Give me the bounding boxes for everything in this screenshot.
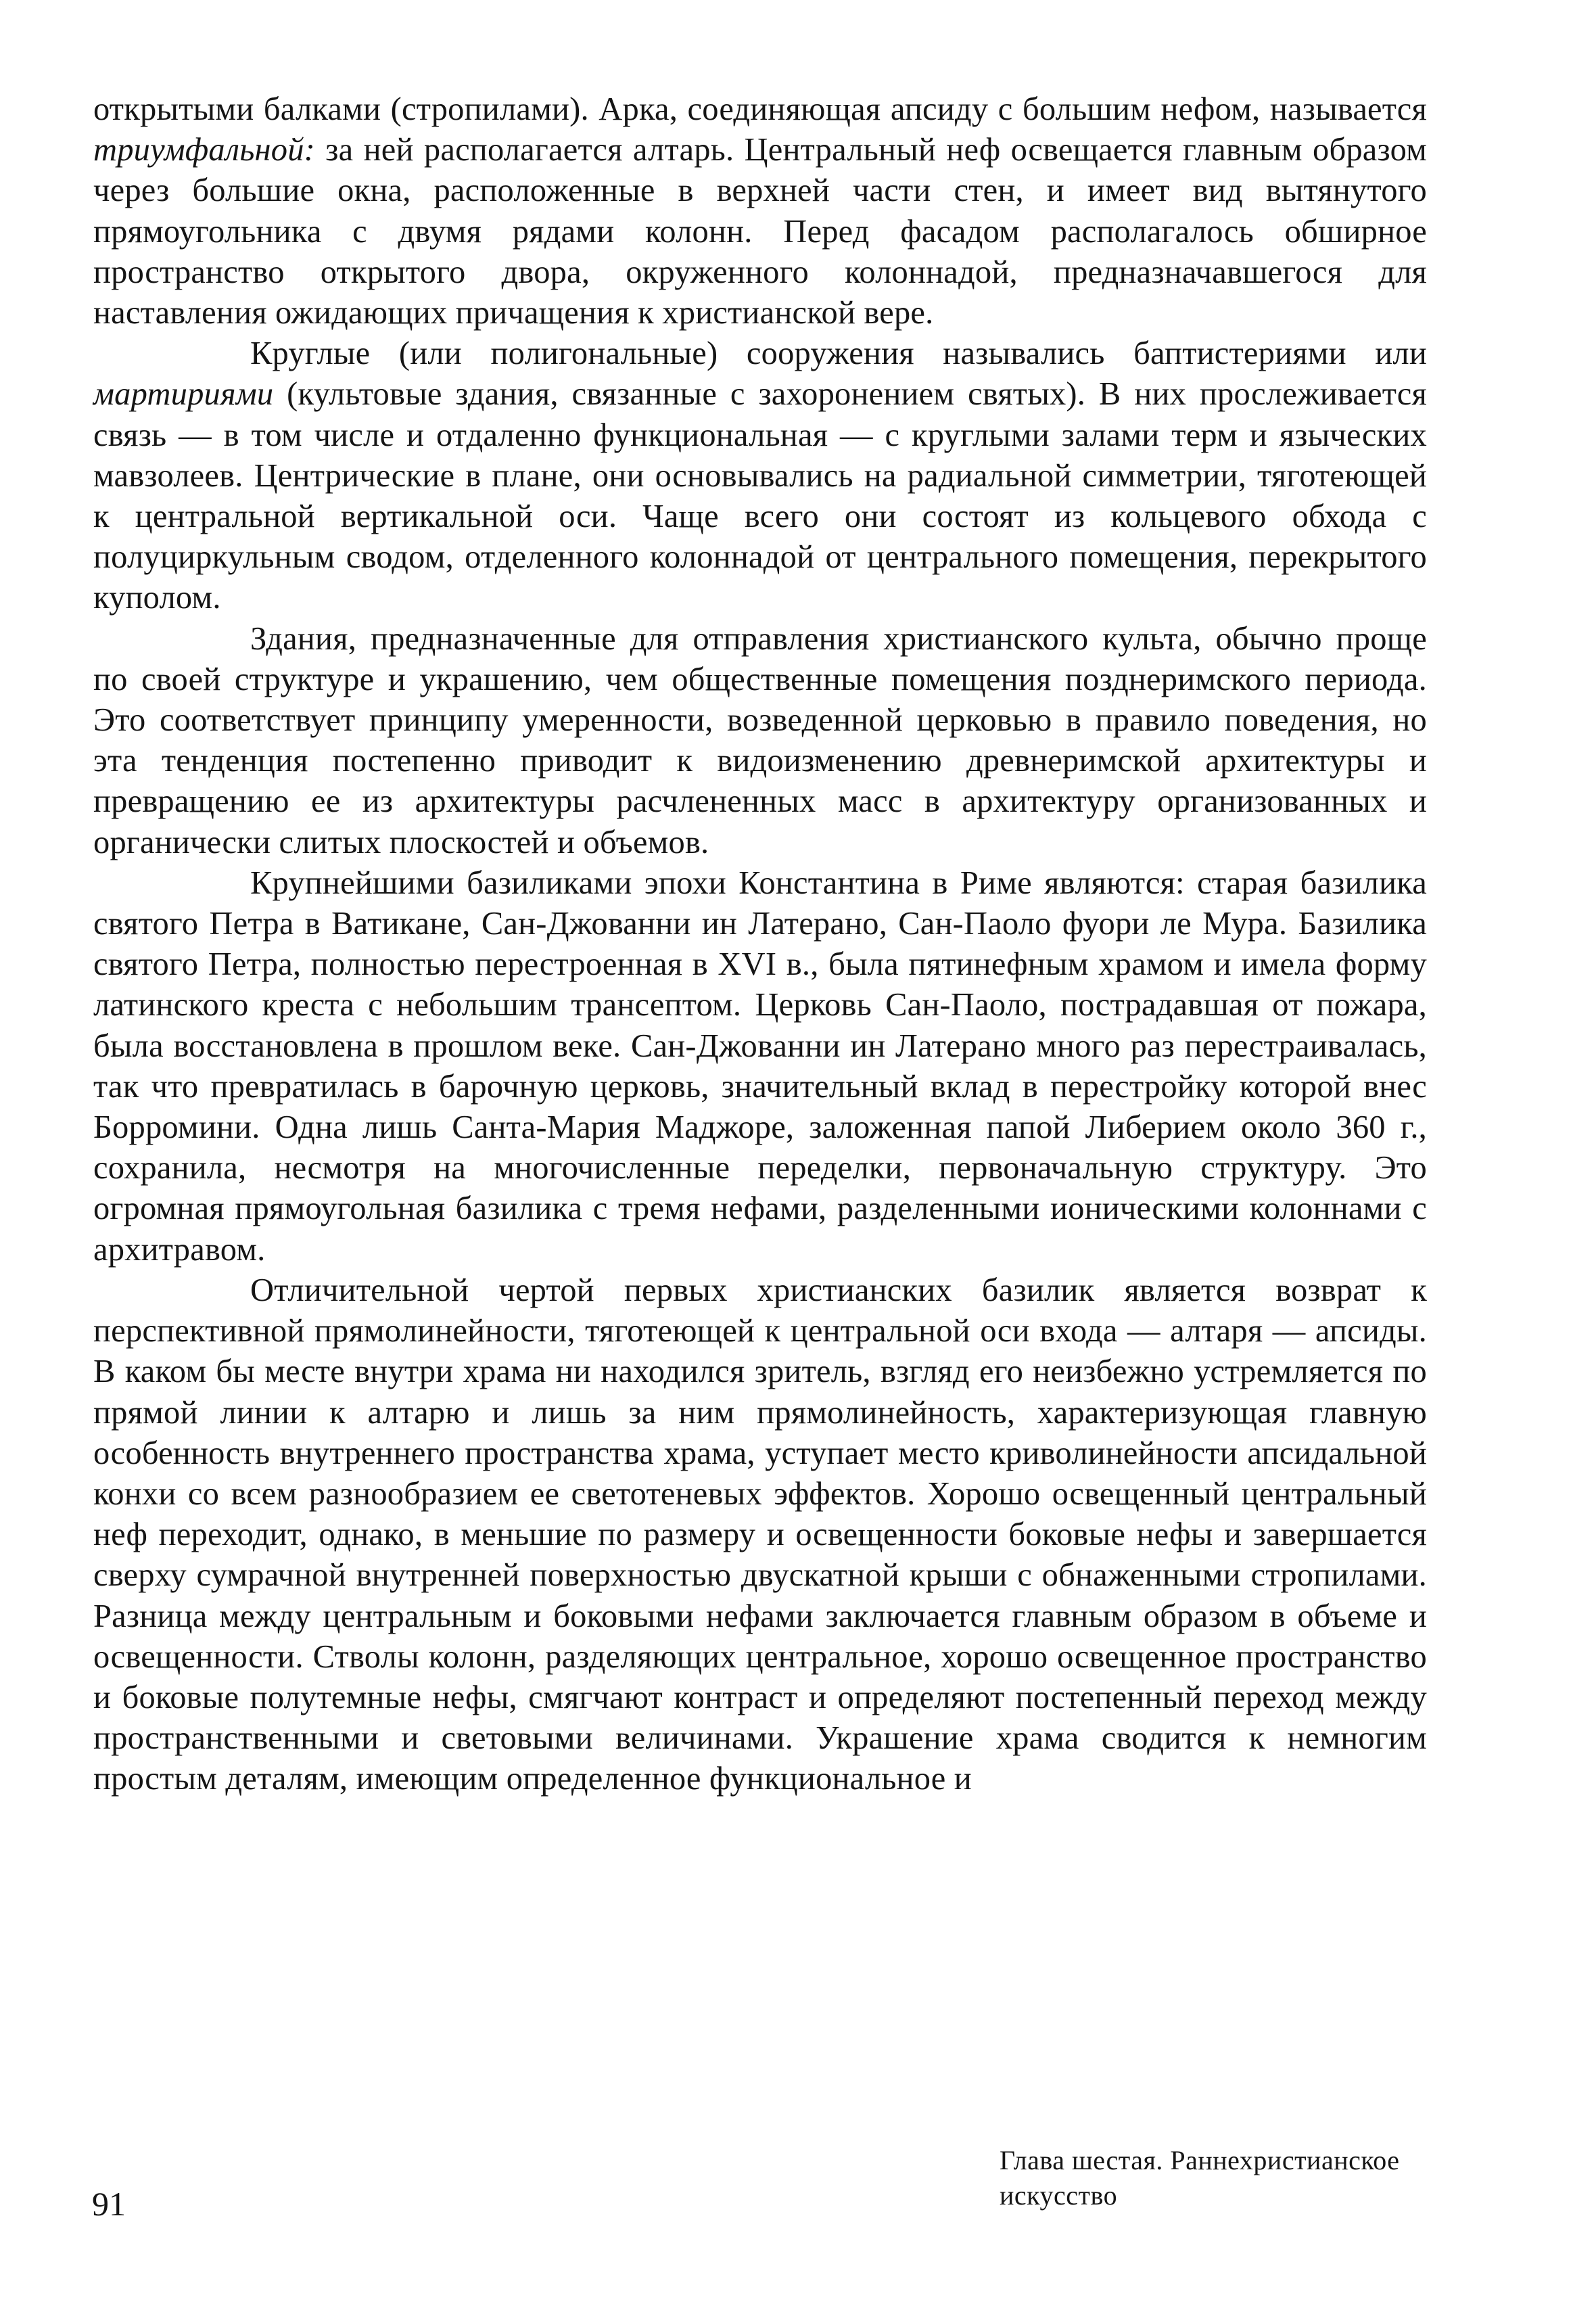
paragraph-1: открытыми балками (стропилами). Арка, соединяющая апсиду с большим нефом, называется триумфальной: за ней располагается алтарь. Центральный неф освещается главным образом через большие окна, расположенные в верхней части стен, и имеет вид вытянутого прямоугольника с двумя рядами колонн. Перед фасадом располагалось обширное пространство открытого двора, окруженного колоннадой, предназначавшегося для наставления ожидающих причащения к христианской вере. — [93, 91, 1427, 331]
running-footer-line-2: искусство — [1000, 2180, 1118, 2211]
paragraph-2: Круглые (или полигональные) сооружения назывались баптистериями или мартириями (культовые здания, связанные с захоронением святых). В них прослеживается связь — в том числе и отдаленно функциональная — с круглыми залами терм и языческих мавзолеев. Центрические в плане, они основывались на радиальной симметрии, тяготеющей к центральной вертикальной оси. Чаще всего они состоят из кольцевого обхода с полуциркульным сводом, отделенного колоннадой от центрального помещения, перекрытого куполом. — [93, 336, 1427, 616]
italic-term: мартириями — [93, 376, 274, 413]
running-footer-line-1: Глава шестая. Раннехристианское — [1000, 2145, 1400, 2175]
paragraph-3: Здания, предназначенные для отправления христианского культа, обычно проще по своей структуре и украшению, чем общественные помещения позднеримского периода. Это соответствует принципу умеренности, возведенной церковью в правило поведения, но эта тенденция постепенно приводит к видоизменению древнеримской архитектуры и превращению ее из архитектуры расчлененных масс в архитектуру организованных и органически слитых плоскостей и объемов. — [93, 620, 1427, 860]
italic-term: триумфальной: — [93, 132, 316, 168]
running-footer-title — [1000, 2143, 1534, 2213]
page-number: 91 — [92, 2185, 126, 2223]
paragraph-4: Крупнейшими базиликами эпохи Константина в Риме являются: старая базилика святого Петра в Ватикане, Сан-Джованни ин Латерано, Сан-Паоло фуори ле Мура. Базилика святого Петра, полностью перестроенная в XVI в., была пятинефным храмом и имела форму латинского креста с небольшим трансептом. Церковь Сан-Паоло, пострадавшая от пожара, была восстановлена в прошлом веке. Сан-Джованни ин Латерано много раз перестраивалась, так что превратилась в барочную церковь, значительный вклад в перестройку которой внес Борромини. Одна лишь Санта-Мария Маджоре, заложенная папой Либерием около 360 г., сохранила, несмотря на многочисленные переделки, первоначальную структуру. Это огромная прямоугольная базилика с тремя нефами, разделенными ионическими колоннами с архитравом. — [93, 864, 1427, 1268]
paragraph-5: Отличительной чертой первых христианских базилик является возврат к перспективной прямолинейности, тяготеющей к центральной оси входа — алтаря — апсиды. В каком бы месте внутри храма ни находился зритель, взгляд его неизбежно устремляется по прямой линии к алтарю и лишь за ним прямолинейность, характеризующая главную особенность внутреннего пространства храма, уступает место криволинейности апсидальной конхи со всем разнообразием ее светотеневых эффектов. Хорошо освещенный центральный неф переходит, однако, в меньшие по размеру и освещенности боковые нефы и завершается сверху сумрачной внутренней поверхностью двускатной крыши с обнаженными стропилами. Разница между центральным и боковыми нефами заключается главным образом в объеме и освещенности. Стволы колонн, разделяющих центральное, хорошо освещенное пространство и боковые полутемные нефы, смягчают контраст и определяют постепенный переход между пространственными и световыми величинами. Украшение храма сводится к немногим простым деталям, имеющим определенное функциональное и — [93, 1272, 1427, 1797]
body-text — [93, 89, 1427, 1800]
